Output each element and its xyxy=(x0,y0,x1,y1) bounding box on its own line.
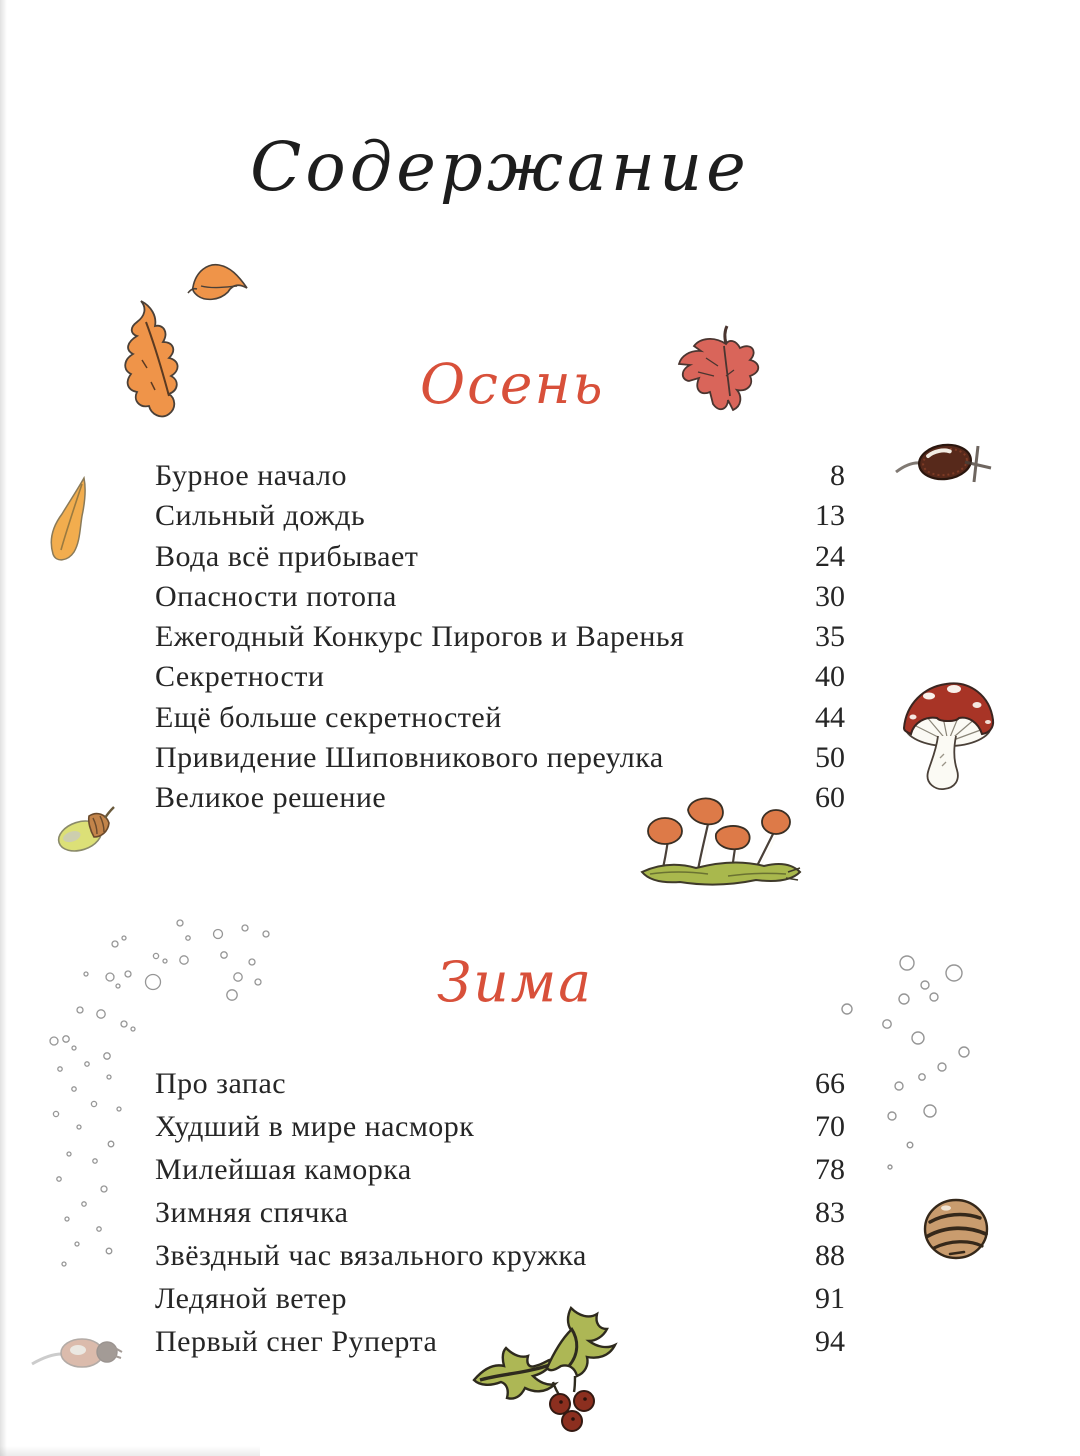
section-heading-autumn: Осень xyxy=(420,352,605,416)
chapter-title: Первый снег Руперта xyxy=(155,1325,438,1358)
page-title: Содержание xyxy=(250,128,750,206)
toc-row xyxy=(155,701,845,741)
chapter-page-number: 60 xyxy=(815,781,845,815)
snowflakes-right-icon xyxy=(822,935,982,1225)
toc-row xyxy=(155,1196,845,1239)
chapter-page-number: 91 xyxy=(815,1282,845,1315)
chapter-title: Звёздный час вязального кружка xyxy=(155,1239,587,1272)
yellow-leaf-icon xyxy=(42,474,104,568)
chapter-page-number: 83 xyxy=(815,1196,845,1229)
toc-row xyxy=(155,580,845,620)
toc-row xyxy=(155,660,845,700)
chapter-title: Вода всё прибывает xyxy=(155,539,419,573)
toc-row xyxy=(155,781,845,821)
chapter-title: Секретности xyxy=(155,660,325,694)
chapter-title: Привидение Шиповникового переулка xyxy=(155,741,664,775)
chapter-title: Зимняя спячка xyxy=(155,1196,349,1229)
chapter-title: Опасности потопа xyxy=(155,579,397,613)
chapter-page-number: 13 xyxy=(815,499,845,533)
toc-row xyxy=(155,459,845,499)
chapter-page-number: 50 xyxy=(815,741,845,775)
chapter-page-number: 40 xyxy=(815,660,845,694)
chapter-title: Ещё больше секретностей xyxy=(155,700,502,734)
chapter-page-number: 30 xyxy=(815,579,845,613)
chapter-title: Великое решение xyxy=(155,781,387,815)
chapter-page-number: 94 xyxy=(815,1325,845,1358)
chapter-page-number: 70 xyxy=(815,1110,845,1143)
chapter-title: Бурное начало xyxy=(155,459,348,492)
chapter-title: Про запас xyxy=(155,1067,287,1100)
chapter-page-number: 44 xyxy=(815,700,845,734)
chapter-page-number: 8 xyxy=(830,459,845,492)
red-mushroom-icon xyxy=(898,672,1000,794)
toc-row xyxy=(155,1110,845,1153)
toc-row xyxy=(155,1153,845,1196)
red-maple-leaf-icon xyxy=(668,324,772,424)
toc-list-autumn xyxy=(155,459,845,822)
toc-row xyxy=(155,1325,845,1368)
walnut-icon xyxy=(920,1196,994,1264)
chapter-page-number: 24 xyxy=(815,539,845,573)
chapter-page-number: 88 xyxy=(815,1239,845,1272)
rosehip-icon xyxy=(28,1322,124,1378)
section-heading-winter: Зима xyxy=(436,950,594,1014)
chapter-title: Сильный дождь xyxy=(155,499,366,533)
chapter-title: Худший в мире насморк xyxy=(155,1110,475,1143)
chapter-page-number: 78 xyxy=(815,1153,845,1186)
toc-row xyxy=(155,741,845,781)
toc-list-winter xyxy=(155,1067,845,1368)
toc-row xyxy=(155,499,845,539)
toc-row xyxy=(155,1282,845,1325)
green-acorn-icon xyxy=(52,798,120,862)
toc-row xyxy=(155,620,845,660)
chapter-title: Милейшая каморка xyxy=(155,1153,412,1186)
dark-acorn-icon xyxy=(893,432,997,492)
chapter-page-number: 66 xyxy=(815,1067,845,1100)
toc-row xyxy=(155,1239,845,1282)
chapter-title: Ледяной ветер xyxy=(155,1282,347,1315)
orange-oak-leaf-icon xyxy=(117,298,205,430)
toc-row xyxy=(155,540,845,580)
toc-row xyxy=(155,1067,845,1110)
chapter-page-number: 35 xyxy=(815,620,845,654)
chapter-title: Ежегодный Конкурс Пирогов и Варенья xyxy=(155,620,685,654)
